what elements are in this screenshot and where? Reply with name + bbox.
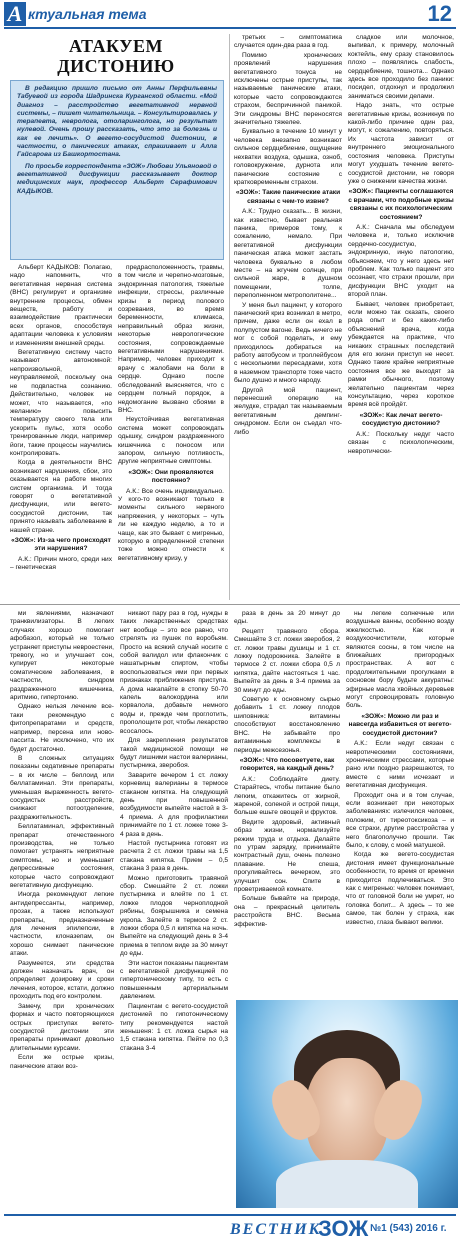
header-rule (4, 27, 456, 29)
paragraph: третьих – симптоматика случается один-два раза в год. (234, 34, 342, 50)
paragraph: Иногда рекомендуют легкие антидепрессанты, например, прозак, а также используют препараты, предназначенные для лечения эпилепсии, в частности, клоназепам, он хорошо снимает панические атаки. (10, 891, 114, 958)
paragraph: Помимо хронических проявлений нарушения вегетативного тонуса не исключены острые приступы, так называемые панические атаки, которые часто сопровождаются страхом, беспричинной паникой. Эти синдромы ВНС переносятся значительно тяжелее. (234, 51, 342, 127)
paragraph: Надо знать, что острые вегетативные кризы, возникнув по какой-либо причине один раз, могут, к сожалению, повторяться. Их частота зависит от внутреннего эмоционального состояния человека. Приступы могут ухудшать течение вегето-сосудистой дистонии, не говоря уже о снижении качества жизни. (348, 102, 454, 185)
paragraph: ми явлениями, назначают транквилизаторы. В легких случаях хорошо помогает афобазол, который не только устраняет приступы невроестени, тревогу, но и улучшает сон, купирует некоторые соматические заболевания, в частности, синдром раздраженного кишечника, аритмию, гипертонию. (10, 610, 114, 702)
intro-paragraph: В редакцию пришло письмо от Анны Перфильевны Табуевой из города Шадринска Курганской области. «Мой диагноз – расстройство вегетативной нервной системы, – пишет читательница. – Консультировалась у терапевта, невролога, отоларинголога, но результат нулевой. Очень прошу рассказать, что это за болезнь и как ее лечить». О вегето-сосудистой дистонии, в частности, о панических атаках, спрашивает и Алла Гайсарова из Башкортостана. (17, 85, 217, 159)
page-header (0, 0, 460, 30)
paragraph: Настой пустырника готовят из расчета 2 ст. ложки травы на 1,5 стакана кипятка. Прием – 0,5 стакана 3 раза в день. (120, 839, 228, 873)
column-2 (118, 264, 224, 600)
paragraph: никают пару раз в год, нужды в таких лекарственных средствах нет вообще – это все равно, что стрелять из пушек по воробьям. Просто на всякий случай носите с собой валидол или флакончик с нашатырным спиртом, чтобы воспользоваться ими при первых признаках приближения приступа. А дома накапайте в стопку 50-70 капель валокордина или корвалола, добавьте немного воды и, прежде чем проглотить, прополощите рот, чтобы лекарство всосалось. (120, 610, 228, 735)
paragraph: В сложных ситуациях показаны седативные препараты – в их числе – беллоид или беллатаминал. Эти препараты, уменьшая выраженность вегето-сосудистых расстройств, снижают потоотделение, раздражительность. (10, 754, 114, 821)
intro-box (10, 80, 224, 260)
answer: А.К.: Если недуг связан с невротическими состояниями, хроническими стрессами, которые рано или поздно разрешаются, то вместе с ними исчезает и вегетативная дисфункция. (346, 740, 454, 790)
answer: Когда же вегето-сосудистая дистония имеет функциональные особенности, то время от времени приходится подлечиваться. Это как с мигренью: человек понимает, что от головной боли не умрет, но головка болит... А здесь – то же самое, так болен у страха, как известно, глаза бывают велики. (346, 851, 454, 926)
intro-paragraph: По просьбе корреспондента «ЗОЖ» Любови Ульяновой о вегетативной дисфункции рассказывает доктор медицинских наук, профессор Альберт Серафимович КАДЫКОВ. (17, 162, 218, 195)
paragraph: Эти настои показаны пациентам с вегетативной дисфункцией по гипертоническому типу, то есть с повышенным артериальным давлением. (120, 959, 228, 1001)
footer-brand: ВЕСТНИК (230, 1221, 322, 1238)
paragraph: Неустойчивая вегетативная система может сопровождать одышку, синдром раздраженного кишечника с поносом или запором, сильную потливость, другие неприятные симптомы. (118, 416, 224, 466)
question: «ЗОЖ»: Пациенты соглашаются с врачами, что подобные кризы связаны с их психологическим состоянием? (348, 188, 454, 221)
paragraph: ны легкие солнечные или воздушные ванны, особенно возду жжелкостью. Как и воздухоочистители, которые являются сосны, в том числе на ближайших пригородных пространствах. А вот с продолжительными прогулками в сосновом бору будьте аккуратны: эфирные масла хвойных деревьев могут спровоцировать головную боль. (346, 610, 454, 710)
column-4 (348, 34, 454, 600)
paragraph: Пациентам с вегето-сосудистой дистонией по гипотоническому типу рекомендуется настой женьшеня: 1 ст. ложка сырья на 1,5 стакана кипятка. Пейте по 0,3 стакана 3-4 (120, 1002, 228, 1052)
paragraph: раза в день за 20 минут до еды. (234, 610, 340, 626)
footer-rule (4, 1214, 456, 1216)
column-8 (346, 610, 454, 998)
paragraph: Заварите вечером 1 ст. ложку корневищ валерианы в термосе стаканом кипятка. На следующий день при повышенной возбудимости выпейте настой в 3-4 приема. А для профилактики принимайте по 1 ст. ложке тоже 3-4 раза в день. (120, 771, 228, 838)
answer: Больше бывайте на природе, она – прекрасный целитель расстройств ВНС. Весьма эффектив- (234, 895, 340, 928)
footer-issue: №1 (543) 2016 г. (370, 1223, 447, 1234)
column-6 (120, 610, 228, 1208)
paragraph: Если же острые кризы, панические атаки воз- (10, 1054, 114, 1070)
paragraph: Когда в деятельности ВНС возникают нарушения, сбои, это сказывается на работе многих систем организма. И тогда говорят о вегетативной дисфункции, или вегето-сосудистой дистонии, так принято называть заболевание в нашей стране. (10, 459, 112, 534)
section-title: ктуальная тема (28, 6, 147, 22)
question: «ЗОЖ»: Они проявляются постоянно? (128, 468, 214, 485)
article-title: АТАКУЕМ ДИСТОНИЮ (57, 36, 175, 76)
answer: А.К.: Поскольку недуг часто связан с психологическим, невротически- (348, 430, 454, 455)
question: «ЗОЖ»: Что посоветуете, как говорится, на каждый день? (239, 756, 335, 773)
page-number: 12 (427, 1, 452, 26)
paragraph: предрасположенность, травмы, в том числе и черепно-мозговые, эндокринная патология, тяжелые инфекции, стрессы, различные кризы в период полового созревания, во время беременности, климакса, неправильный образ жизни, некоторые неврологические состояния, сопровождаемые вегетативными нарушениями. Например, человек приходит к врачу с жалобами на боли в сердце. Однако после обследований выясняется, что с сердцем полный порядок, а недомогание вызвано сбоями в ВНС. (118, 264, 224, 414)
answer: У меня был пациент, у которого панический криз возникал в метро, причем, даже если он ехал в полупустом вагоне. Ведь ничего не мог с собой поделать, и ему приходилось добираться на работу автобусом и троллейбусом с несколькими пересадками, хотя в наземном транспорте тоже часто было душно и много народу. (234, 301, 342, 385)
column-7 (234, 610, 340, 998)
answer: А.К.: Сначала мы обследуем человека и, только исключив сердечно-сосудистую, эндокринную, иную патологию, объясняем, что у него здесь нет проблем. Как только пациент это осознает, что страхи прошли, при дисфункции ВНС уходит на второй план. (348, 223, 454, 299)
question: «ЗОЖ»: Как лечат вегето-сосудистую дистонию? (359, 411, 443, 428)
column-1 (10, 264, 112, 600)
paragraph: Можно приготовить травяной сбор. Смешайте 2 ст. ложки пустырника и влейте по 1 ст. ложке плодов черноплодной рябины, боярышника и семена укропа. Залейте в термосе 2 ст. ложки сбора 0,5 л кипятка на ночь. Выпейте на следующий день в 3-4 приема в теплом виде за 30 минут до еды. (120, 874, 228, 958)
photo-shoulders (276, 1160, 418, 1208)
paragraph: Замечу, при хронических формах и часто повторяющихся острых приступах вегето-сосудистой дистонии эти препараты принимают довольно длительными курсами. (10, 1002, 114, 1052)
column-rule (229, 34, 230, 600)
paragraph: сладкое или молочное, выпивал, к примеру, молочный коктейль, ему сразу становилось плохо – появлялись слабость, сердцебиение, тошнота... Однако здесь все проходило без паники: посидел, отдохнул и продолжил заниматься своими делами. (348, 34, 454, 100)
paragraph: Разумеется, эти средства должен назначать врач, он определяет дозировку и сроки лечения, которое, кстати, должно проходить под его контролем. (10, 959, 114, 1001)
paragraph: Для закрепления результатов такой медицинской помощи не будут лишними настои валерианы, пустырника, зверобоя. (120, 737, 228, 770)
answer: А.К.: Все очень индивидуально. У кого-то возникают только в моменты сильного нервного напряжения, у некоторых – чуть ли не каждую неделю, а то и чаще, как это бывает с мигренью, которую в определенной степени тоже можно отнести к вегетативному кризу, у (118, 487, 224, 562)
answer: Бывает, человек приобретает, если можно так сказать, своего рода опыт и без каких-либо объяснений врача, когда убеждается на практике, что никаких страшных последствий для его жизни приступ не несет. Однако такие крайне неприятные состояния все же выходят за рамки обычного, поэтому желательно пациентам через консультацию, через короткое время всё пройдёт. (348, 300, 454, 409)
illustration-photo (236, 1000, 458, 1208)
answer: Другой мой пациент, перенесший операцию на желудке, страдал так называемым вегетативным демпинг-синдромом. Если он съедал что-либо (234, 386, 342, 436)
column-3 (234, 34, 342, 600)
footer-logo: ЗОЖ (318, 1216, 369, 1241)
page-footer (0, 1212, 460, 1248)
paragraph: Однако нельзя лечение все-таки рекомендую с фитопрепаратами и средств, например, персена или ново-пассита. Не исключено, что их будет достаточно. (10, 703, 114, 753)
paragraph: Рецепт травяного сбора. Смешайте 3 ст. ложки зверобоя, 2 ст. ложки травы душицы и 1 ст. ложку подорожника. Залейте в термосе 2 ст. ложки сбора 0,5 л кипятка, дайте настояться 1 час. Выпейте за день в 3-4 приема за 30 минут до еды. (234, 627, 340, 694)
question: «ЗОЖ»: Можно ли раз и навсегда избавиться от вегето-сосудистой дистонии? (348, 712, 452, 737)
answer: Ведите здоровый, активный образ жизни, нормализуйте режим труда и отдыха. Делайте по утрам зарядку, принимайте контрастный душ, очень полезно плавание. Не спеша, прогуливайтесь вечерком, это улучшит сон. Спите в проветриваемой комнате. (234, 818, 340, 893)
paragraph: Вегетативную систему часто называют автономной: непроизвольной, неуправляемой, поскольку она не подвластна сознанию. Действительно, человек не может, что называется, «по желанию» повысить температуру своего тела или ускорить пульс, хотя особо тренированные люди, например йоги, такие процессы научились контролировать. (10, 349, 112, 457)
answer: А.К.: Трудно сказать... В жизни, как известно, бывает реальная паника, примеров тому, к сожалению, немало. При вегетативной дисфункции паническая атака может застать человека буквально в любом месте – на жгучем солнце, при сильной жаре, в душном помещении, толпе, переполненном метрополитене... (234, 208, 342, 300)
paragraph: Беллатаминал, эффективный препарат отечественного производства, не только помогает устранять неприятные симптомы, но и уменьшает депрессивные состояния, которые часто сопровождают вегетативную дисфункцию. (10, 823, 114, 889)
answer: Проходит она и в том случае, если возникает при некоторых заболеваниях: излечился человек, положим, от тиреотоксикоза – и все страхи, другие расстройства у него благополучно прошли. Так было, к слову, с моей матушкой. (346, 791, 454, 849)
question: «ЗОЖ»: Из-за чего происходят эти нарушения? (11, 537, 111, 553)
column-5 (10, 610, 114, 1208)
paragraph: Советую к основному сырью добавить 1 ст. ложку плодов шиповника: витамины способствуют восстановлению ВНС. Не забывайте про витаминные комплексы в периоды межсезонья. (234, 696, 340, 754)
answer: А.К.: Соблюдайте диету. Старайтесь, чтобы питание было легким, откажитесь от жирной, жареной, соленой и острой пищи, больше ешьте овощей и фруктов. (234, 775, 340, 817)
question: «ЗОЖ»: Такие панические атаки связаны с чем-то извне? (235, 189, 341, 205)
paragraph: Альберт КАДЫКОВ: Полагаю, надо напомнить, что вегетативная нервная система (ВНС) регулирует и организме внутренние процессы, обмен веществ, работу и взаимодействие практически всех органов, способствуя адаптации человека к условиям и изменениям внешней среды. (10, 264, 112, 347)
paragraph: Буквально в течение 10 минут у человека внезапно возникают сильное сердцебиение, ощущение нехватки воздуха, одышка, озноб, головокружение, дурнота или панические состояние с кратковременным страхом. (234, 128, 342, 186)
answer: А.К.: Причин много, среди них – генетическая (10, 555, 112, 572)
section-letter: А (4, 2, 26, 26)
section-divider (0, 604, 460, 605)
